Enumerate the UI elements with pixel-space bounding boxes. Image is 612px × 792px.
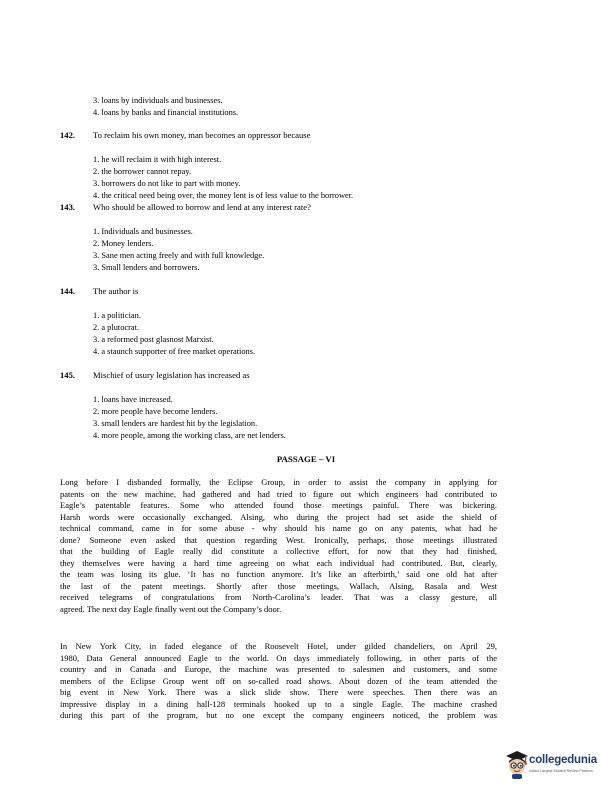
- option-line: 3. loans by individuals and businesses.: [93, 96, 223, 105]
- question-text: The author is: [93, 286, 139, 296]
- option-line: 4. loans by banks and financial institutions.: [93, 108, 239, 117]
- collegedunia-logo: [505, 748, 605, 784]
- question-text: Mischief of usury legislation has increased as: [93, 370, 250, 380]
- passage-heading: PASSAGE – VI: [276, 454, 336, 464]
- option-line: 3. a reformed post glasnost Marxist.: [93, 335, 214, 344]
- paragraph-line: the team was losing its glue. ‘It has no function anymore. It’s like an afterbirth,’ said one old hat after: [60, 569, 497, 580]
- paragraph-line: Eagle’s patentable features. Some who attended found those meetings painful. There was bickering.: [60, 500, 497, 511]
- paragraph-line: big event in New York. There was a slick slide show. There were speeches. Then there was an: [60, 687, 497, 698]
- option-line: 1. a politician.: [93, 311, 141, 320]
- option-line: 4. a staunch supporter of free market operations.: [93, 347, 256, 356]
- paragraph-line: In New York City, in faded elegance of the Roosevelt Hotel, under gilded chandeliers, on April 29,: [60, 641, 497, 651]
- paragraph-line: patents on the new machine, had gathered and had tried to figure out which engineers had contributed to: [60, 488, 497, 499]
- paragraph-line: they themselves were having a hard time agreeing on what each individual had contributed. But, clearly,: [60, 557, 497, 568]
- question-text: Who should be allowed to borrow and lend at any interest rate?: [93, 202, 311, 212]
- paragraph-line: done? Someone even asked that question regarding West. Ironically, perhaps, those meetings illustrated: [60, 534, 497, 545]
- option-line: 3. small lenders are hardest hit by the legislation.: [93, 419, 258, 428]
- paragraph-line: that the building of Eagle really did constitute a collective effort, for now that they had finished,: [60, 546, 497, 557]
- paragraph-line: 1980, Data General announced Eagle to the world. On days immediately following, in other parts of the: [60, 652, 497, 663]
- paragraph-line: country and in Canada and Europe, the machine was presented to salesmen and customers, and some: [60, 664, 497, 675]
- question-number: 143.: [60, 202, 76, 212]
- option-line: 1. Individuals and businesses.: [93, 227, 193, 236]
- option-line: 4. more people, among the working class, are net lenders.: [93, 431, 286, 440]
- paragraph-line: the last of the patent meetings. Shortly after those meetings, Wallach, Alsing, Rasala and West: [60, 580, 497, 591]
- paragraph-line: technical command, came in for some abuse - why should his name go on any patents, what had he: [60, 523, 497, 534]
- option-line: 3. Small lenders and borrowers.: [93, 263, 200, 272]
- question-text: To reclaim his own money, man becomes an oppressor because: [93, 130, 311, 140]
- paragraph-line: members of the Eclipse Group went off on so-called road shows. About dozen of the team attended the: [60, 675, 497, 686]
- option-line: 2. Money lenders.: [93, 239, 154, 248]
- paragraph-line: Harsh words were occasionally exchanged. Alsing, who during the project had set aside the shield of: [60, 511, 497, 522]
- paragraph-line: received telegrams of congratulations from North-Carolina’s leader. That was a classy gesture, all: [60, 592, 497, 603]
- passage-paragraph-2: [60, 641, 497, 722]
- paragraph-line: impressive display in a dining hall-128 terminals hooked up to a single Eagle. The machine crashed: [60, 698, 497, 709]
- passage-paragraph-1: [60, 477, 497, 616]
- question-number: 144.: [60, 286, 76, 296]
- option-line: 2. more people have become lenders.: [93, 407, 218, 416]
- option-line: 1. he will reclaim it with high interest.: [93, 155, 222, 164]
- paragraph-line: Long before I disbanded formally, the Eclipse Group, in order to assist the company in applying for: [60, 477, 497, 487]
- option-line: 4. the critical need being over, the money lent is of less value to the borrower.: [93, 191, 354, 200]
- paragraph-line: during this part of the program, but no one except the company engineers noticed, the problem was: [60, 710, 497, 721]
- option-line: 2. a plutocrat.: [93, 323, 140, 332]
- logo-tagline: India's Largest Student Review Platform: [529, 769, 593, 773]
- option-line: 2. the borrower cannot repay.: [93, 167, 192, 176]
- graduate-mascot-icon: [505, 750, 529, 780]
- option-line: 3. Sane men acting freely and with full knowledge.: [93, 251, 265, 260]
- option-line: 3. borrowers do not like to part with money.: [93, 179, 241, 188]
- paragraph-line: agreed. The next day Eagle finally went out the Company’s door.: [60, 604, 282, 615]
- question-number: 142.: [60, 130, 76, 140]
- question-number: 145.: [60, 370, 76, 380]
- option-line: 1. loans have increased.: [93, 395, 173, 404]
- logo-wordmark: collegedunia: [529, 754, 597, 766]
